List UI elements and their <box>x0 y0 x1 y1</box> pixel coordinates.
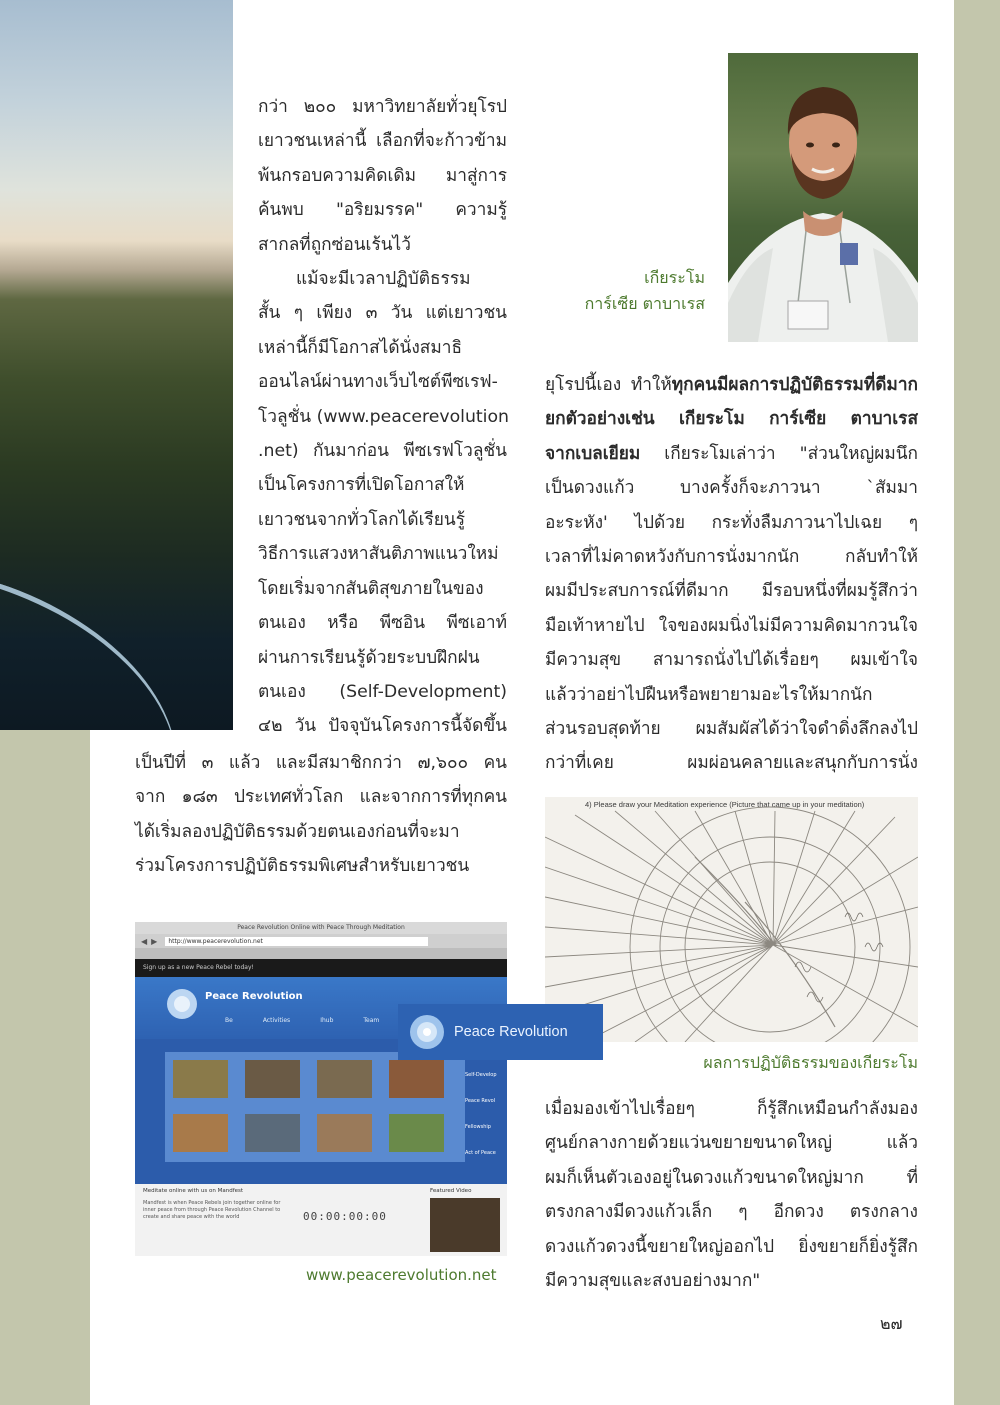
caption-surname: การ์เซีย ตาบาเรส <box>584 294 705 313</box>
nav-item[interactable]: Be <box>225 1017 233 1024</box>
text-line: เมื่อมองเข้าไปเรื่อยๆ ก็รู้สึกเหมือนกำลังมอง <box>545 1099 918 1119</box>
site-brand: Peace Revolution <box>205 991 303 1002</box>
website-caption: www.peacerevolution.net <box>306 1266 497 1284</box>
text-line: สั้น ๆ เพียง ๓ วัน แต่เยาวชน <box>258 303 507 324</box>
site-promo <box>135 1184 507 1256</box>
right-column-text <box>545 368 918 781</box>
back-icon: ◀ <box>141 936 148 946</box>
text-line: ออนไลน์ผ่านทางเว็บไซต์พีซเรฟ- <box>258 372 498 393</box>
sketch-prompt: 4) Please draw your Meditation experience (Picture that came up in your meditation) <box>585 800 865 809</box>
promo-counter: 00:00:00:00 <box>303 1210 387 1223</box>
road-curve <box>0 583 217 730</box>
text-line: ส่วนรอบสุดท้าย ผมสัมผัสได้ว่าใจดำดิ่งลึกลงไป <box>545 719 918 740</box>
nav-item[interactable]: Ihub <box>320 1017 334 1024</box>
right-column-bottom-text <box>545 1092 918 1298</box>
page-number: ๒๗ <box>880 1314 903 1333</box>
gallery-thumb[interactable] <box>173 1060 228 1098</box>
text-line: ตรงกลางมีดวงแก้วเล็ก ๆ อีกดวง ตรงกลาง <box>545 1202 918 1223</box>
text-line <box>545 437 918 471</box>
text-line: ผมก็เห็นตัวเองอยู่ในดวงแก้วขนาดใหญ่มาก ที่ <box>545 1167 918 1188</box>
sidebar-item[interactable]: Act of Peace <box>465 1150 496 1156</box>
left-column-text <box>258 90 507 744</box>
left-wide-text <box>135 746 507 884</box>
browser-toolbar <box>135 934 507 948</box>
text-line: เวลาที่ไม่คาดหวังกับการนั่งมากนัก กลับทำให้ <box>545 547 918 568</box>
text-line: ร่วมโครงการปฏิบัติธรรมพิเศษสำหรับเยาวชน <box>135 856 470 877</box>
peace-revolution-badge <box>398 1004 603 1060</box>
forward-icon: ▶ <box>151 936 158 946</box>
text-line: กว่า ๒๐๐ มหาวิทยาลัยทั่วยุโรป <box>258 97 507 117</box>
text-line: ๔๒ วัน ปัจจุบันโครงการนี้จัดขึ้น <box>258 716 507 737</box>
text-plain: เกียระโมเล่าว่า "ส่วนใหญ่ผมนึก <box>640 443 918 464</box>
text-line: แล้วว่าอย่าไปฝืนหรือพยายามอะไรให้มากนัก <box>545 684 873 705</box>
address-bar: http://www.peacerevolution.net <box>165 937 428 946</box>
text-line: เป็นโครงการที่เปิดโอกาสให้ <box>258 475 465 496</box>
text-line <box>545 402 918 436</box>
gallery-thumb[interactable] <box>245 1114 300 1152</box>
text-line: ตนเอง หรือ พีซอิน พีซเอาท์ <box>258 613 507 634</box>
text-line: เป็นปีที่ ๓ แล้ว และมีสมาชิกกว่า ๗,๖๐๐ คน <box>135 753 507 773</box>
promo-text: Mandfest is when Peace Rebels join together online for inner peace from through Peace Revolution Channel to create and share peace with the world <box>143 1200 281 1220</box>
gallery-thumb[interactable] <box>245 1060 300 1098</box>
text-line: อะระหัง' ไปด้วย กระทั่งลืมภาวนาไปเฉย ๆ <box>545 512 918 533</box>
text-line: จาก ๑๘๓ ประเทศทั่วโลก และจากการที่ทุกคน <box>135 787 507 808</box>
featured-label: Featured Video <box>430 1188 472 1194</box>
portrait-photo <box>728 53 918 342</box>
text-bold: ยกตัวอย่างเช่น เกียระโม การ์เซีย ตาบาเรส <box>545 409 918 430</box>
text-line: ผ่านการเรียนรู้ด้วยระบบฝึกฝน <box>258 647 480 668</box>
text-bold: จากเบลเยียม <box>545 443 641 464</box>
text-line: ศูนย์กลางกายด้วยแว่นขยายขนาดใหญ่ แล้ว <box>545 1133 918 1154</box>
sidebar-item[interactable]: Self-Develop <box>465 1072 497 1078</box>
site-sidebar <box>465 1062 507 1166</box>
right-margin-band <box>954 0 1000 1405</box>
text-line: พ้นกรอบความคิดเดิม มาสู่การ <box>258 165 507 186</box>
website-screenshot <box>135 922 507 1256</box>
portrait-caption <box>560 265 705 317</box>
text-line: มีความสุข สามารถนั่งไปได้เรื่อยๆ ผมเข้าใจ <box>545 650 918 671</box>
text-line: ได้เริ่มลองปฏิบัติธรรมด้วยตนเองก่อนที่จะมา <box>135 821 460 842</box>
site-topbar: Sign up as a new Peace Rebel today! <box>135 959 507 977</box>
portrait-illustration <box>728 53 918 342</box>
gallery-thumb[interactable] <box>389 1114 444 1152</box>
text-plain: ยุโรปนี้เอง ทำให้ <box>545 375 672 395</box>
peace-revolution-logo-icon <box>408 1013 446 1051</box>
landscape-photo <box>0 0 233 730</box>
text-line: เหล่านี้ก็มีโอกาสได้นั่งสมาธิ <box>258 337 462 358</box>
gallery-thumb[interactable] <box>389 1060 444 1098</box>
gallery-thumb[interactable] <box>317 1060 372 1098</box>
site-nav <box>225 1017 379 1024</box>
text-line: แม้จะมีเวลาปฏิบัติธรรม <box>296 269 471 290</box>
text-line: เป็นดวงแก้ว บางครั้งก็จะภาวนา `สัมมา <box>545 478 918 499</box>
text-line: มือเท้าหายไป ใจของผมนิ่งไม่มีความคิดมากวนใจ <box>545 615 918 636</box>
featured-video[interactable] <box>430 1198 500 1252</box>
text-line: โวลูชั่น (www.peacerevolution <box>258 406 509 427</box>
text-line: โดยเริ่มจากสันติสุขภายในของ <box>258 578 484 599</box>
text-line: เยาวชนเหล่านี้ เลือกที่จะก้าวข้าม <box>258 131 507 152</box>
text-line <box>545 368 918 402</box>
site-gallery <box>165 1052 465 1162</box>
nav-item[interactable]: Team <box>363 1017 380 1024</box>
gallery-thumb[interactable] <box>173 1114 228 1152</box>
browser-titlebar: Peace Revolution Online with Peace Through Meditation <box>135 922 507 934</box>
browser-bookmarks <box>135 948 507 959</box>
sidebar-item[interactable]: Peace Revol <box>465 1098 496 1104</box>
sidebar-item[interactable]: Fellowship <box>465 1124 491 1130</box>
site-logo-icon <box>165 987 199 1021</box>
text-line: กว่าที่เคย ผมผ่อนคลายและสนุกกับการนั่ง <box>545 753 918 774</box>
text-line: ค้นพบ "อริยมรรค" ความรู้ <box>258 200 507 221</box>
text-line: เยาวชนจากทั่วโลกได้เรียนรู้ <box>258 509 466 530</box>
text-line: ผมมีประสบการณ์ที่ดีมาก มีรอบหนึ่งที่ผมรู้สึกว่า <box>545 581 918 602</box>
text-line: วิธีการแสวงหาสันติภาพแนวใหม่ <box>258 544 499 565</box>
promo-title: Meditate online with us on Mandfest <box>143 1188 244 1194</box>
sketch-caption: ผลการปฏิบัติธรรมของเกียระโม <box>703 1053 918 1072</box>
text-bold: ทุกคนมีผลการปฏิบัติธรรมที่ดีมาก <box>671 375 918 395</box>
text-line: ตนเอง (Self-Development) <box>258 681 507 702</box>
text-line: สากลที่ถูกซ่อนเร้นไว้ <box>258 234 411 255</box>
badge-label: Peace Revolution <box>454 1024 568 1040</box>
gallery-thumb[interactable] <box>317 1114 372 1152</box>
text-line: ดวงแก้วดวงนี้ขยายใหญ่ออกไป ยิ่งขยายก็ยิ่งรู้สึก <box>545 1236 918 1257</box>
nav-item[interactable]: Activities <box>262 1017 291 1024</box>
caption-name: เกียระโม <box>644 268 705 287</box>
text-line: .net) กันมาก่อน พีซเรฟโวลูชั่น <box>258 441 507 462</box>
text-line: มีความสุขและสงบอย่างมาก" <box>545 1271 761 1292</box>
